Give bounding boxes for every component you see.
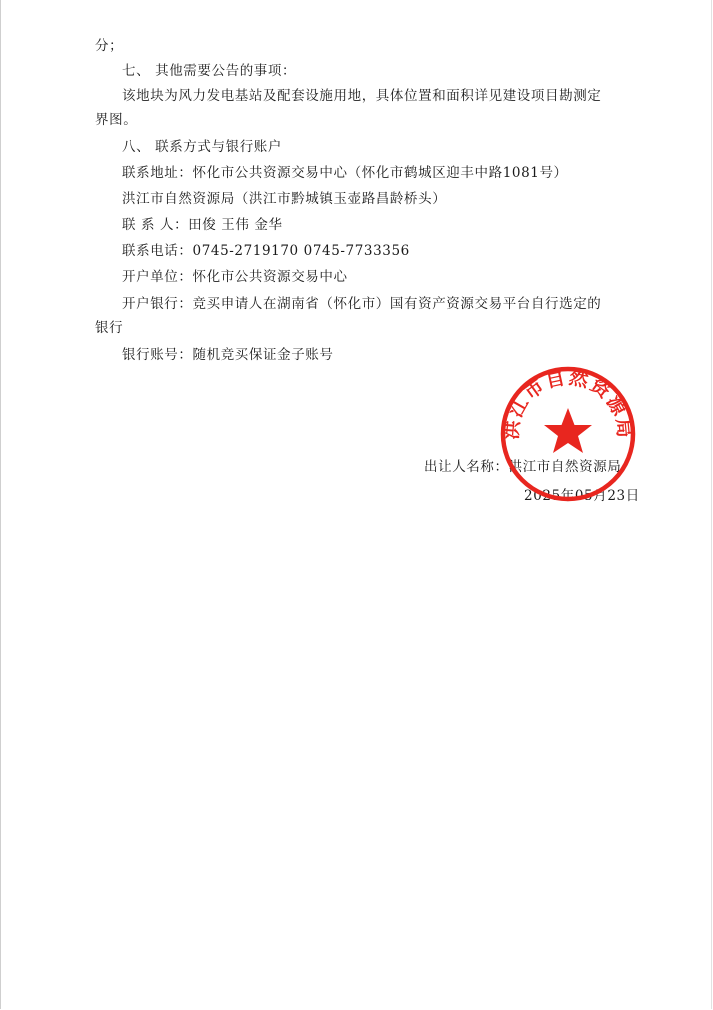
- contact-address-2: 洪江市自然资源局（洪江市黔城镇玉壶路昌龄桥头）: [122, 191, 447, 207]
- text-line-4: 界图。: [95, 112, 138, 128]
- text-line-3: 该地块为风力发电基站及配套设施用地，具体位置和面积详见建设项目勘测定: [122, 88, 602, 104]
- seal-text: 洪江市自然资源局: [500, 366, 636, 441]
- signer-name: 洪江市自然资源局: [508, 459, 622, 475]
- section-8-heading: 八、 联系方式与银行账户: [122, 139, 282, 155]
- contact-person: 联 系 人：田俊 王伟 金华: [122, 217, 283, 233]
- section-7-heading: 七、 其他需要公告的事项：: [122, 63, 297, 79]
- account-unit: 开户单位：怀化市公共资源交易中心: [122, 269, 348, 285]
- signer-line: [424, 458, 621, 476]
- official-seal: [498, 364, 638, 504]
- account-number: 银行账号：随机竞买保证金子账号: [122, 347, 334, 363]
- signer-label: 出让人名称：: [424, 459, 509, 475]
- seal-star-icon: [544, 408, 592, 453]
- contact-address: 联系地址：怀化市公共资源交易中心（怀化市鹤城区迎丰中路1081号）: [122, 165, 568, 181]
- account-bank: 开户银行：竞买申请人在湖南省（怀化市）国有资产资源交易平台自行选定的: [122, 296, 602, 312]
- svg-text:洪江市自然资源局: [499, 366, 635, 441]
- contact-phone: 联系电话：0745-2719170 0745-7733356: [122, 243, 410, 259]
- text-line-1: 分；: [95, 38, 124, 54]
- account-bank-cont: 银行: [95, 320, 124, 336]
- signature-date: 2025年05月23日: [524, 488, 640, 504]
